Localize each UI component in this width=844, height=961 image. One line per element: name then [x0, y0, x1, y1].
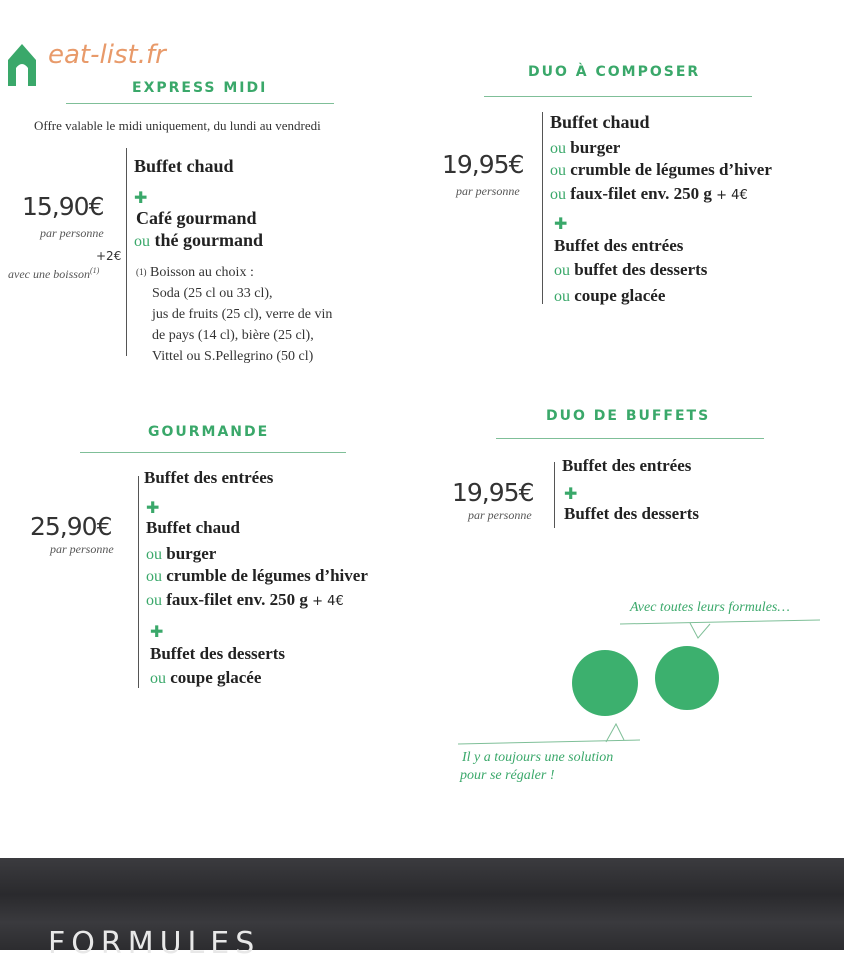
duo-buffets-price: 19,95€ — [452, 478, 534, 507]
express-midi-divider — [66, 103, 334, 104]
note-line: de pays (14 cl), bière (25 cl), — [152, 328, 314, 343]
gourmande-title: GOURMANDE — [148, 424, 270, 440]
express-item-buffet-chaud: Buffet chaud — [134, 156, 234, 176]
express-note — [136, 262, 332, 367]
express-item-the — [134, 230, 263, 251]
duo-composer-divider — [484, 96, 752, 97]
ou-label: ou — [134, 233, 150, 250]
note-line: Vittel ou S.Pellegrino (50 cl) — [152, 349, 314, 364]
duo-buffets-item1: Buffet des entrées — [562, 456, 692, 475]
express-item-cafe: Café gourmand — [136, 208, 257, 228]
speech-line-bottom — [458, 720, 648, 750]
gourmande-line-1: Buffet chaud — [146, 518, 240, 537]
express-midi-extra-price: +2€ — [96, 249, 122, 263]
bubbles-top-text: Avec toutes leurs formules… — [630, 600, 790, 615]
gourmande-line-5: Buffet des desserts — [150, 644, 286, 663]
plus-icon: ✚ — [146, 498, 160, 517]
plus-icon: ✚ — [554, 214, 568, 233]
footer-banner — [0, 858, 844, 961]
gourmande-line-4: ou faux-filet env. 250 g + 4€ — [146, 590, 344, 609]
note-line: jus de fruits (25 cl), verre de vin — [152, 307, 333, 322]
gourmande-price: 25,90€ — [30, 512, 112, 541]
speech-line-top — [620, 618, 820, 648]
gourmande-line-0: Buffet des entrées — [144, 468, 274, 487]
the-text: thé gourmand — [154, 230, 264, 250]
brand-name: eat-list.fr — [48, 40, 166, 70]
gourmande-vline — [138, 476, 139, 688]
plus-icon: ✚ — [150, 622, 164, 641]
gourmande-per-person: par personne — [50, 542, 114, 556]
note-line: $^{(1)}$ Boisson au choix : — [136, 265, 254, 280]
duo-buffets-vline — [554, 462, 555, 528]
express-midi-extra-label — [8, 266, 99, 282]
bubbles-bottom-line1: Il y a toujours une solution — [462, 750, 614, 765]
duo-line-3: ou faux-filet env. 250 g + 4€ — [550, 184, 748, 203]
plus-icon: ✚ — [134, 188, 148, 207]
gourmande-divider — [80, 452, 346, 453]
duo-composer-title: DUO À COMPOSER — [528, 64, 701, 80]
express-midi-title: EXPRESS MIDI — [132, 80, 268, 96]
express-midi-offer: Offre valable le midi uniquement, du lundi au vendredi — [34, 118, 321, 133]
duo-buffets-per-person: par personne — [468, 508, 532, 522]
duo-composer-price: 19,95€ — [442, 150, 524, 179]
duo-line-6: ou coupe glacée — [554, 286, 666, 305]
note-line: Soda (25 cl ou 33 cl), — [152, 286, 273, 301]
house-logo-icon — [6, 40, 38, 88]
express-midi-per-person: par personne — [40, 226, 104, 240]
duo-buffets-divider — [496, 438, 764, 439]
duo-line-4: Buffet des entrées — [554, 236, 684, 255]
extra-label-sup: (1) — [89, 266, 100, 275]
duo-line-2: ou crumble de légumes d’hiver — [550, 160, 772, 179]
duo-composer-per-person: par personne — [456, 184, 520, 198]
gourmande-line-6: ou coupe glacée — [150, 668, 262, 687]
duo-line-0: Buffet chaud — [550, 112, 650, 132]
bubbles-bottom-line2: pour se régaler ! — [460, 768, 555, 783]
express-midi-vline — [126, 148, 127, 356]
duo-line-5: ou buffet des desserts — [554, 260, 708, 279]
extra-label-text: avec une boisson — [8, 267, 90, 281]
green-circle-right — [655, 646, 719, 710]
gourmande-line-2: ou burger — [146, 544, 217, 563]
express-midi-price: 15,90€ — [22, 192, 104, 221]
green-circle-left — [572, 650, 638, 716]
duo-line-1: ou burger — [550, 138, 621, 157]
footer-title: FORMULES — [48, 926, 261, 961]
duo-composer-vline — [542, 112, 543, 304]
note-ref: (1) — [136, 267, 147, 277]
gourmande-line-3: ou crumble de légumes d’hiver — [146, 566, 368, 585]
plus-icon: ✚ — [564, 484, 578, 503]
duo-buffets-item2: Buffet des desserts — [564, 504, 700, 523]
duo-buffets-title: DUO DE BUFFETS — [546, 408, 711, 424]
